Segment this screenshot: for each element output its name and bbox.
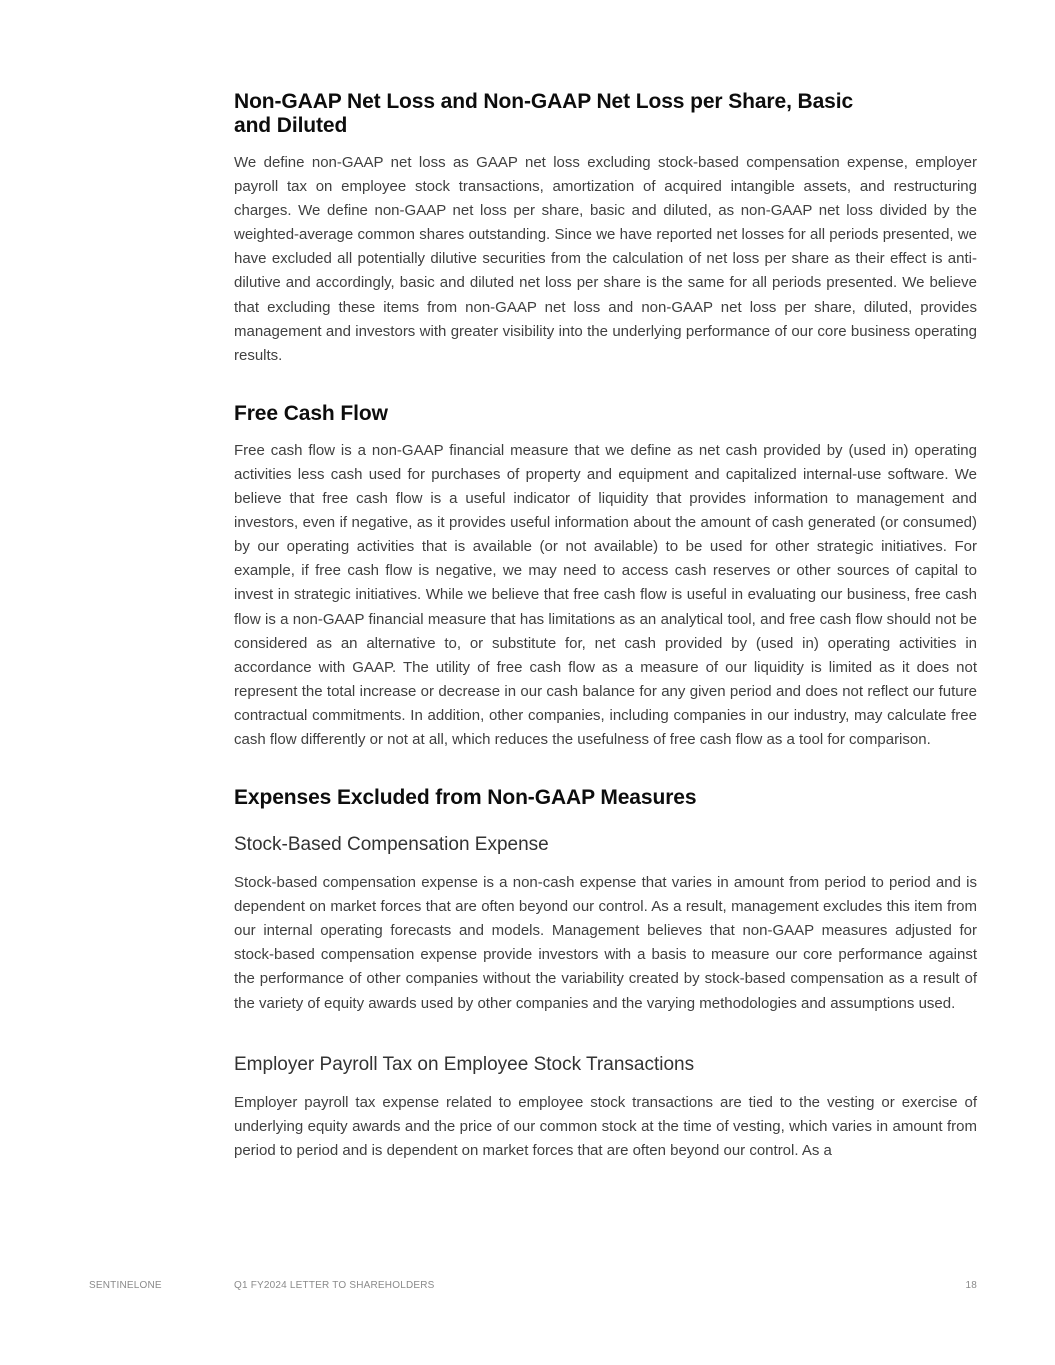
subsection-title-payroll: Employer Payroll Tax on Employee Stock Transactions bbox=[234, 1053, 695, 1075]
section-title-excluded: Expenses Excluded from Non-GAAP Measures bbox=[234, 786, 697, 810]
subsection-body-payroll: Employer payroll tax expense related to employee stock transactions are tied to the vesting or exercise of underlying equity awards and the price of our common stock at the time of vesting, which varies in amount from period to period and is dependent on market forces that are often beyond our control. As a bbox=[234, 1093, 977, 1159]
section-body-nongaap: We define non-GAAP net loss as GAAP net loss excluding stock-based compensation expense, employer payroll tax on employee stock transactions, amortization of acquired intangible assets, and restructuring charges. We define non-GAAP net loss per share, basic and diluted, as non-GAAP net loss divided by the weighted-average common shares outstanding. Since we have reported net losses for all periods presented, we have excluded all potentially dilutive securities from the calculation of net loss per share as their effect is anti-dilutive and accordingly, basic and diluted net loss per share is the same for all periods presented. We believe that excluding these items from non-GAAP net loss and non-GAAP net loss per share, diluted, provides management and investors with greater visibility into the underlying performance of our core business operating results. bbox=[234, 154, 977, 364]
section-nongaap bbox=[234, 90, 977, 368]
section-title-nongaap: Non-GAAP Net Loss and Non-GAAP Net Loss per Share, Basic and Diluted bbox=[234, 90, 854, 137]
footer-page-number: 18 bbox=[965, 1280, 977, 1291]
section-fcf bbox=[234, 402, 977, 752]
page-content bbox=[234, 90, 977, 1163]
footer-company: SENTINELONE bbox=[89, 1280, 162, 1291]
subsection-title-sbc: Stock-Based Compensation Expense bbox=[234, 834, 549, 856]
section-excluded bbox=[234, 786, 977, 1163]
subsection-body-sbc: Stock-based compensation expense is a non-cash expense that varies in amount from period to period and is dependent on market forces that are often beyond our control. As a result, management excludes this item from our internal operating forecasts and models. Management believes that non-GAAP measures adjusted for stock-based compensation expense provide investors with a basis to measure our core performance against the performance of other companies without the variability created by stock-based compensation as a result of the variety of equity awards used by other companies and the varying methodologies and assumptions used. bbox=[234, 874, 977, 1012]
section-body-fcf: Free cash flow is a non-GAAP financial measure that we define as net cash provided by (used in) operating activities less cash used for purchases of property and equipment and capitalized internal-use software. We believe that free cash flow is a useful indicator of liquidity that provides information to management and investors, even if negative, as it provides useful information about the amount of cash generated (or consumed) by our operating activities that is available (or not available) to be used for other strategic initiatives. For example, if free cash flow is negative, we may need to access cash reserves or other sources of capital to invest in strategic initiatives. While we believe that free cash flow is useful in evaluating our business, free cash flow is a non-GAAP financial measure that has limitations as an analytical tool, and free cash flow should not be considered as an alternative to, or substitute for, net cash provided by (used in) operating activities in accordance with GAAP. The utility of free cash flow as a measure of our liquidity is limited as it does not represent the total increase or decrease in our cash balance for any given period and does not reflect our future contractual commitments. In addition, other companies, including companies in our industry, may calculate free cash flow differently or not at all, which reduces the usefulness of free cash flow as a tool for comparison. bbox=[234, 441, 977, 748]
section-title-fcf: Free Cash Flow bbox=[234, 401, 388, 425]
footer-document-title: Q1 FY2024 LETTER TO SHAREHOLDERS bbox=[234, 1280, 435, 1291]
